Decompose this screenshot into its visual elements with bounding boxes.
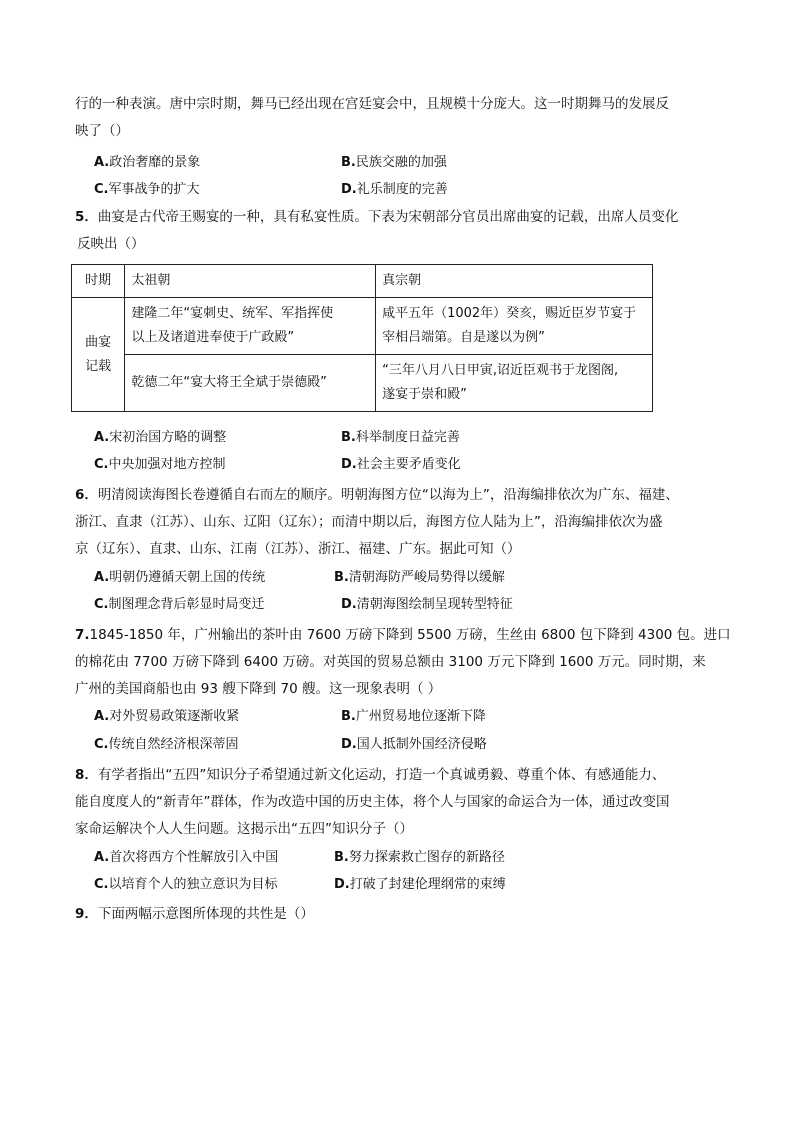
- q4-stem-line-2: 映了（）: [75, 123, 129, 139]
- q8-option-a[interactable]: A.首次将西方个性解放引入中国: [94, 850, 279, 865]
- taizu-record-2: 乾德二年“宴大将王全斌于崇德殿”: [125, 355, 376, 412]
- q7-option-d[interactable]: D.国人抵制外国经济侵略: [341, 737, 487, 752]
- q8-option-b[interactable]: B.努力探索救亡图存的新路径: [334, 850, 505, 865]
- q6-number: 6．: [75, 487, 98, 503]
- q9-number: 9．: [75, 906, 98, 922]
- q6-stem-line-3: 京（辽东）、直隶、山东、江南（江苏）、浙江、福建、广东。据此可知（）: [75, 541, 521, 557]
- q4-option-c[interactable]: C.军事战争的扩大: [94, 182, 200, 197]
- q7-stem-line-2: 的棉花由 7700 万磅下降到 6400 万磅。对英国的贸易总额由 3100 万元下降到 1600 万元。同时期，来: [75, 654, 706, 670]
- q7-stem-line-3: 广州的美国商船也由 93 艘下降到 70 艘。这一现象表明（ ）: [75, 681, 442, 697]
- q4-option-b[interactable]: B.民族交融的加强: [341, 155, 447, 170]
- header-zhenzong: 真宗朝: [376, 265, 653, 298]
- q5-option-c[interactable]: C.中央加强对地方控制: [94, 457, 226, 472]
- q7-option-b[interactable]: B.广州贸易地位逐渐下降: [341, 709, 486, 724]
- q8-number: 8．: [75, 767, 98, 783]
- q5-option-a[interactable]: A.宋初治国方略的调整: [94, 430, 227, 445]
- q6-option-a[interactable]: A.明朝仍遵循天朝上国的传统: [94, 570, 266, 585]
- q5-stem-line-1: 5．曲宴是古代帝王赐宴的一种，具有私宴性质。下表为宋朝部分官员出席曲宴的记载，出席人员变化: [75, 209, 679, 225]
- q8-stem-line-2: 能自度度人的“新青年”群体，作为改造中国的历史主体，将个人与国家的命运合为一体，通过改变国: [75, 794, 670, 810]
- q7-option-c[interactable]: C.传统自然经济根深蒂固: [94, 737, 239, 752]
- q6-option-d[interactable]: D.清朝海图绘制呈现转型特征: [341, 597, 513, 612]
- table-row: [72, 355, 653, 412]
- table-header-row: [72, 265, 653, 298]
- q4-option-a[interactable]: A.政治奢靡的景象: [94, 155, 201, 170]
- header-taizu: 太祖朝: [125, 265, 376, 298]
- q5-number: 5．: [75, 209, 98, 225]
- zhenzong-record-2: “三年八月八日甲寅,诏近臣观书于龙图阁, 遂宴于崇和殿”: [376, 355, 653, 412]
- q8-option-c[interactable]: C.以培育个人的独立意识为目标: [94, 877, 278, 892]
- q7-stem-line-1: 7.1845-1850 年，广州输出的茶叶由 7600 万磅下降到 5500 万磅，生丝由 6800 包下降到 4300 包。进口: [75, 627, 731, 643]
- q6-stem-line-1: 6．明清阅读海图长卷遵循自右而左的顺序。明朝海图方位“以海为上”，沿海编排依次为广东、福建、: [75, 487, 679, 503]
- row-label-cell: 曲宴 记载: [72, 298, 125, 412]
- q5-option-b[interactable]: B.科举制度日益完善: [341, 430, 460, 445]
- q9-stem-line-1: 9．下面两幅示意图所体现的共性是（）: [75, 906, 314, 922]
- taizu-record-1: 建隆二年“宴刺史、统军、军指挥使 以上及诸道进奉使于广政殿”: [125, 298, 376, 355]
- q8-stem-line-1: 8．有学者指出“五四”知识分子希望通过新文化运动，打造一个真诚勇毅、尊重个体、有感通能力、: [75, 767, 666, 783]
- q5-stem-line-2: 反映出（）: [77, 236, 145, 252]
- q6-stem-line-2: 浙江、直隶（江苏）、山东、辽阳（辽东）；而清中期以后，海图方位人陆为上”，沿海编排依次为盛: [75, 514, 663, 530]
- q6-option-b[interactable]: B.清朝海防严峻局势得以缓解: [334, 570, 505, 585]
- q7-option-a[interactable]: A.对外贸易政策逐渐收紧: [94, 709, 240, 724]
- q7-number: 7.: [75, 627, 90, 643]
- q8-option-d[interactable]: D.打破了封建伦理纲常的束缚: [334, 877, 506, 892]
- table-row: [72, 298, 653, 355]
- header-period: 时期: [72, 265, 125, 298]
- q6-option-c[interactable]: C.制图理念背后彰显时局变迁: [94, 597, 265, 612]
- q4-option-d[interactable]: D.礼乐制度的完善: [341, 182, 448, 197]
- q4-stem-line-1: 行的一种表演。唐中宗时期，舞马已经出现在宫廷宴会中，且规模十分庞大。这一时期舞马的发展反: [75, 96, 669, 112]
- banquet-record-table: [71, 264, 653, 412]
- q5-option-d[interactable]: D.社会主要矛盾变化: [341, 457, 461, 472]
- zhenzong-record-1: 咸平五年（1002年）癸亥，赐近臣岁节宴于 宰相吕端第。自是遂以为例”: [376, 298, 653, 355]
- q8-stem-line-3: 家命运解决个人人生问题。这揭示出“五四”知识分子（）: [75, 821, 413, 837]
